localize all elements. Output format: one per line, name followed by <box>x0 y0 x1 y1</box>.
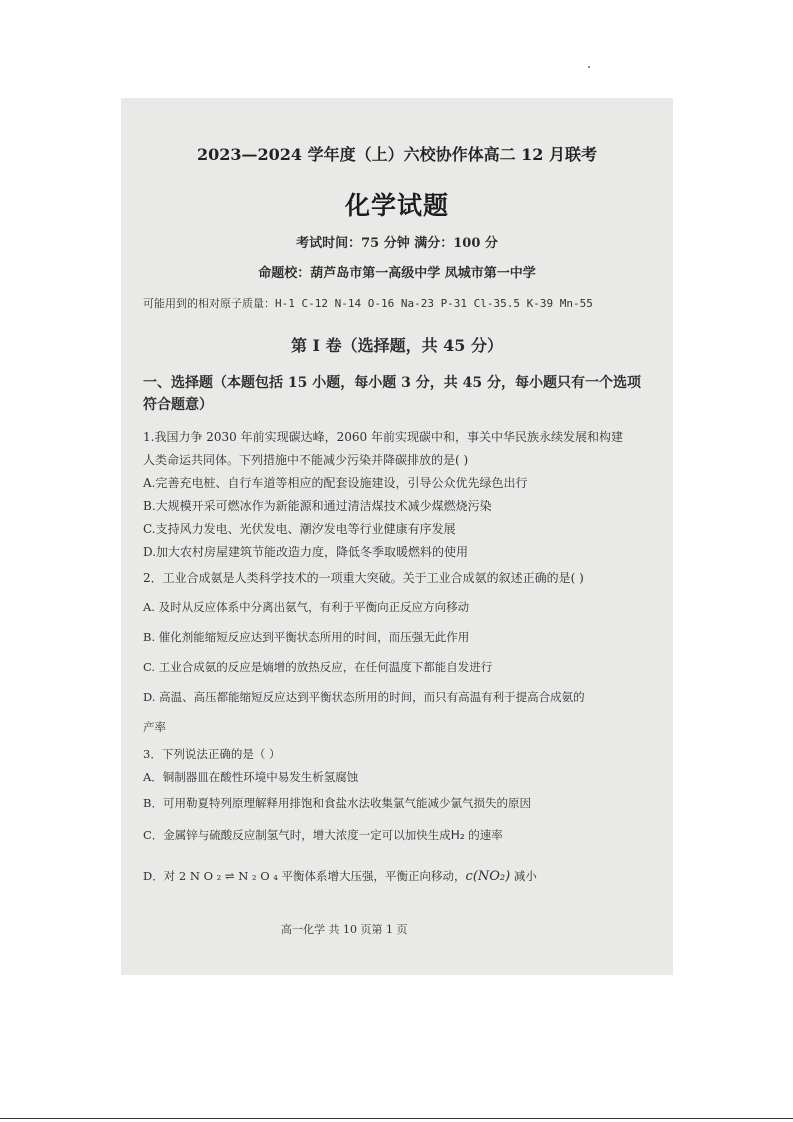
stray-mark <box>588 66 590 68</box>
part-title: 第 I 卷（选择题，共 45 分） <box>290 336 504 355</box>
q1-stem-line2: 人类命运共同体。下列措施中不能减少污染并降碳排放的是( ) <box>143 453 469 467</box>
time-and-score: 考试时间：75 分钟 满分：100 分 <box>296 236 498 251</box>
q2-stem: 2．工业合成氨是人类科学技术的一项重大突破。关于工业合成氨的叙述正确的是( ) <box>143 571 584 585</box>
q3-option-b: B．可用勒夏特列原理解释用排饱和食盐水法收集氯气能减少氯气损失的原因 <box>143 796 531 810</box>
q3-option-d-text: D．对 2 N O ₂ ⇌ N ₂ O ₄ 平衡体系增大压强，平衡正向移动， <box>143 869 466 883</box>
q3-option-a: A．铜制器皿在酸性环境中易发生析氢腐蚀 <box>143 770 359 784</box>
q1-option-b: B.大规模开采可燃冰作为新能源和通过清洁煤技术减少煤燃烧污染 <box>143 499 492 513</box>
section-title: 一、选择题（本题包括 15 小题，每小题 3 分，共 45 分，每小题只有一个选项符合题意） <box>143 375 641 413</box>
q2-option-d-continued: 产率 <box>143 720 166 734</box>
q2-option-d: D. 高温、高压都能缩短反应达到平衡状态所用的时间，而只有高温有利于提高合成氨的 <box>143 690 585 704</box>
atomic-masses: 可能用到的相对原子质量：H-1 C-12 N-14 O-16 Na-23 P-31 Cl-35.5 K-39 Mn-55 <box>143 297 593 310</box>
page-footer: 高一化学 共 10 页第 1 页 <box>281 923 408 936</box>
q3-option-d-tail: 减小 <box>510 869 537 883</box>
q3-option-c <box>143 827 503 843</box>
q1-option-c: C.支持风力发电、光伏发电、潮汐发电等行业健康有序发展 <box>143 522 456 536</box>
bottom-divider <box>0 1118 793 1119</box>
exam-page <box>121 98 673 975</box>
q1-stem-line1: 1.我国力争 2030 年前实现碳达峰，2060 年前实现碳中和，事关中华民族永续发展和构建 <box>143 430 623 444</box>
hydrogen-formula: H₂ <box>450 828 465 842</box>
q2-option-c: C. 工业合成氨的反应是熵增的放热反应，在任何温度下都能自发进行 <box>143 660 493 674</box>
q2-option-a: A. 及时从反应体系中分离出氨气，有利于平衡向正反应方向移动 <box>143 600 470 614</box>
q1-option-a: A.完善充电桩、自行车道等相应的配套设施建设，引导公众优先绿色出行 <box>143 476 528 490</box>
q3-option-d <box>143 868 537 884</box>
no2-concentration: c(NO₂) <box>465 869 511 884</box>
q2-option-b: B. 催化剂能缩短反应达到平衡状态所用的时间，而压强无此作用 <box>143 630 470 644</box>
q3-stem: 3．下列说法正确的是（ ） <box>143 747 281 761</box>
q3-option-c-tail: 的速率 <box>464 828 503 842</box>
schools-line: 命题校：葫芦岛市第一高级中学 凤城市第一中学 <box>258 266 536 281</box>
q1-option-d: D.加大农村房屋建筑节能改造力度，降低冬季取暖燃料的使用 <box>143 545 469 559</box>
q3-option-c-text: C．金属锌与硫酸反应制氢气时，增大浓度一定可以加快生成 <box>143 828 451 842</box>
exam-title: 2023—2024 学年度（上）六校协作体高二 12 月联考 <box>196 145 598 164</box>
subject-title: 化学试题 <box>344 191 449 220</box>
